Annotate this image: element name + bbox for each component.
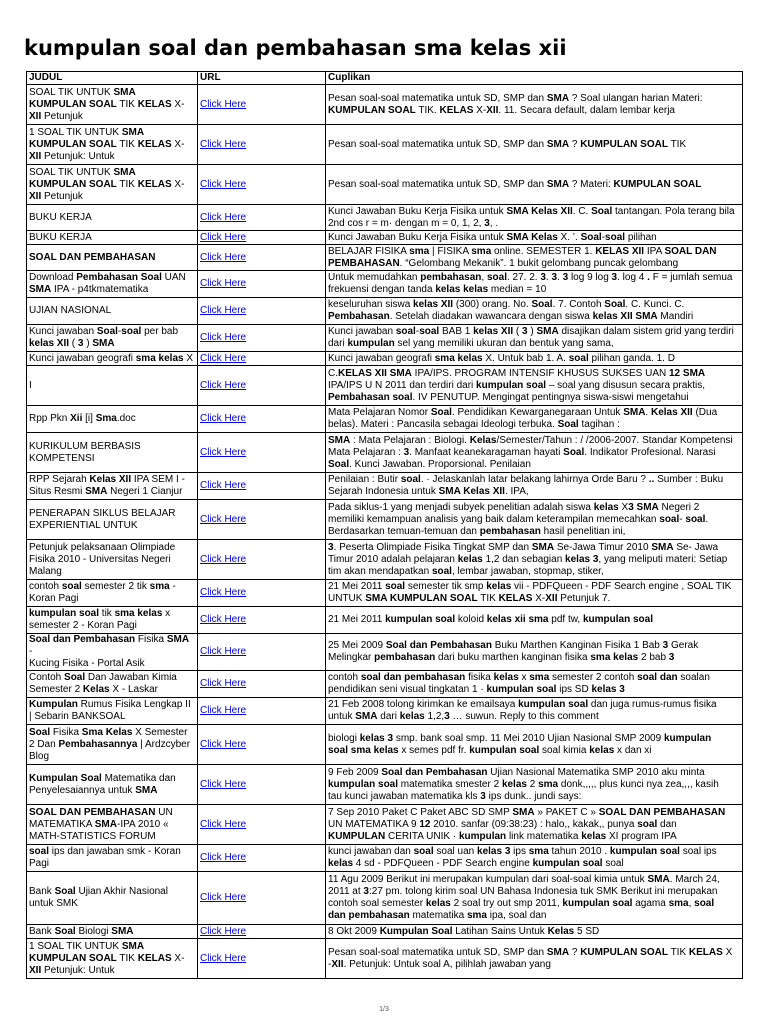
row-snippet: kunci jawaban dan soal soal uan kelas 3 ips sma tahun 2010 . kumpulan soal soal ips kelas 4 sd - PDFQueen - PDF Search engine kumpulan soal soal — [326, 845, 743, 872]
row-snippet: 21 Feb 2008 tolong kirimkan ke emailsaya kumpulan soal dan juga rumus-rumus fisika untuk SMA dari kelas 1,2,3 … suwun. Reply to this comment — [326, 698, 743, 725]
row-snippet: C.KELAS XII SMA IPA/IPS. PROGRAM INTENSIF KHUSUS SUKSES UAN 12 SMA IPA/IPS U N 2011 dan terdiri dari kumpulan soal – soal yang disusun secara praktis, Pembahasan soal. IV PENUTUP. Mengingat pentingnya siswa-siswi mengetahui — [326, 366, 743, 406]
row-url-cell — [198, 698, 326, 725]
row-title: Bank Soal Ujian Akhir Nasional untuk SMK — [27, 872, 198, 925]
table-row — [27, 366, 743, 406]
row-title: Kumpulan Rumus Fisika Lengkap II | Sebarin BANKSOAL — [27, 698, 198, 725]
click-here-link[interactable]: Click Here — [200, 818, 247, 830]
table-row — [27, 325, 743, 352]
row-snippet: 21 Mei 2011 soal semester tik smp kelas vii - PDFQueen - PDF Search engine , SOAL TIK UNTUK SMA KUMPULAN SOAL TIK KELAS X-XII Petunjuk 7. — [326, 580, 743, 607]
row-title: BUKU KERJA — [27, 231, 198, 245]
row-title: Kunci jawaban Soal-soal per bab kelas XII ( 3 ) SMA — [27, 325, 198, 352]
row-title: PENERAPAN SIKLUS BELAJAR EXPERIENTIAL UNTUK — [27, 500, 198, 540]
row-url-cell — [198, 540, 326, 580]
table-header-row — [27, 72, 743, 85]
row-url-cell — [198, 607, 326, 634]
column-header-judul: JUDUL — [27, 72, 198, 85]
click-here-link[interactable]: Click Here — [200, 587, 247, 598]
row-snippet: Kunci Jawaban Buku Kerja Fisika untuk SMA Kelas XII. C. Soal tantangan. Pola terang bila 2nd cos r = m· dengan m = 0, 1, 2, 3, . — [326, 205, 743, 231]
row-title: Soal dan Pembahasan Fisika SMA - Kucing Fisika - Portal Asik — [27, 634, 198, 671]
row-snippet: 21 Mei 2011 kumpulan soal koloid kelas xii sma pdf tw, kumpulan soal — [326, 607, 743, 634]
table-row — [27, 433, 743, 473]
row-title: 1 SOAL TIK UNTUK SMA KUMPULAN SOAL TIK KELAS X- XII Petunjuk: Untuk — [27, 125, 198, 165]
row-url-cell — [198, 205, 326, 231]
row-title: RPP Sejarah Kelas XII IPA SEM I - Situs Resmi SMA Negeri 1 Cianjur — [27, 473, 198, 500]
row-snippet: SMA : Mata Pelajaran : Biologi. Kelas/Semester/Tahun : / /2006-2007. Standar Kompetensi Mata Pelajaran : 3. Manfaat keanekaragaman hayati Soal. Indikator Profesional. Narasi Soal. Kunci Jawaban. Proporsional. Penilaian — [326, 433, 743, 473]
row-title: KURIKULUM BERBASIS KOMPETENSI — [27, 433, 198, 473]
page-title: kumpulan soal dan pembahasan sma kelas xii — [24, 36, 567, 60]
row-snippet: 9 Feb 2009 Soal dan Pembahasan Ujian Nasional Matematika SMP 2010 aku minta kumpulan soal matematika smester 2 kelas 2 sma donk,,,,, plus kunci nya zea,,,, kasih tau kunci jawaban matematika kls 3 ips dunk.. jundi says: — [326, 765, 743, 805]
click-here-link[interactable]: Click Here — [200, 678, 247, 689]
row-snippet: Pada siklus-1 yang menjadi subyek penelitian adalah siswa kelas X3 SMA Negeri 2 memiliki kemampuan analisis yang baik dalam keterampilan memecahkan soal- soal. Berdasarkan temuan-temuan dan pembahasan hasil penelitian ini, — [326, 500, 743, 540]
page-number: 1/3 — [379, 1006, 389, 1013]
row-snippet: 25 Mei 2009 Soal dan Pembahasan Buku Marthen Kanginan Fisika 1 Bab 3 Gerak Melingkar pembahasan dari buku marthen kanginan fisika sma kelas 2 bab 3 — [326, 634, 743, 671]
click-here-link[interactable]: Click Here — [200, 705, 247, 716]
click-here-link[interactable]: Click Here — [200, 513, 247, 525]
row-title: SOAL DAN PEMBAHASAN UN MATEMATIKA SMA-IPA 2010 « MATH-STATISTICS FORUM — [27, 805, 198, 845]
row-snippet: Kunci jawaban geografi sma kelas X. Untuk bab 1. A. soal pilihan ganda. 1. D — [326, 352, 743, 366]
table-row — [27, 698, 743, 725]
row-url-cell — [198, 580, 326, 607]
click-here-link[interactable]: Click Here — [200, 332, 247, 343]
row-snippet: Untuk memudahkan pembahasan, soal. 27. 2. 3. 3. 3 log 9 log 3. log 4 . F = jumlah semua frekuensi dengan tanda kelas kelas median = 10 — [326, 271, 743, 298]
table-row — [27, 872, 743, 925]
row-snippet: Kunci Jawaban Buku Kerja Fisika untuk SMA Kelas X. ’. Soal-soal pilihan — [326, 231, 743, 245]
row-snippet: Pesan soal-soal matematika untuk SD, SMP dan SMA ? Soal ulangan harian Materi: KUMPULAN SOAL TIK. KELAS X-XII. 11. Secara default, dalam lembar kerja — [326, 85, 743, 125]
row-snippet: Mata Pelajaran Nomor Soal. Pendidikan Kewarganegaraan Untuk SMA. Kelas XII (Dua belas). Materi : Pancasila sebagai Ideologi terbuka. Soal tagihan : — [326, 406, 743, 433]
row-url-cell — [198, 245, 326, 271]
click-here-link[interactable]: Click Here — [200, 278, 247, 289]
click-here-link[interactable]: Click Here — [200, 413, 247, 424]
row-snippet: Pesan soal-soal matematika untuk SD, SMP dan SMA ? KUMPULAN SOAL TIK — [326, 125, 743, 165]
row-title: Download Pembahasan Soal UAN SMA IPA - p4tkmatematika — [27, 271, 198, 298]
row-url-cell — [198, 165, 326, 205]
row-url-cell — [198, 671, 326, 698]
click-here-link[interactable]: Click Here — [200, 480, 247, 491]
row-title: Kumpulan Soal Matematika dan Penyelesaiannya untuk SMA — [27, 765, 198, 805]
click-here-link[interactable]: Click Here — [200, 614, 247, 625]
click-here-link[interactable]: Click Here — [200, 892, 247, 903]
row-url-cell — [198, 325, 326, 352]
row-url-cell — [198, 298, 326, 325]
click-here-link[interactable]: Click Here — [200, 379, 247, 391]
row-url-cell — [198, 125, 326, 165]
table-row — [27, 725, 743, 765]
table-row — [27, 805, 743, 845]
table-row — [27, 352, 743, 366]
table-row — [27, 939, 743, 979]
table-row — [27, 634, 743, 671]
click-here-link[interactable]: Click Here — [200, 178, 247, 190]
row-url-cell — [198, 725, 326, 765]
row-url-cell — [198, 366, 326, 406]
table-row — [27, 925, 743, 939]
row-snippet: Kunci jawaban soal-soal BAB 1 kelas XII ( 3 ) SMA disajikan dalam sistem grid yang terdiri dari kumpulan sel yang memiliki ukuran dan bentuk yang sama, — [326, 325, 743, 352]
row-url-cell — [198, 939, 326, 979]
row-title: SOAL TIK UNTUK SMA KUMPULAN SOAL TIK KELAS X- XII Petunjuk — [27, 165, 198, 205]
row-snippet: BELAJAR FISIKA sma | FISIKA sma online. SEMESTER 1. KELAS XII IPA SOAL DAN PEMBAHASAN. “Gelombang Mekanik”. 1 bukit gelombang puncak gelombang — [326, 245, 743, 271]
table-row — [27, 245, 743, 271]
row-title: Kunci jawaban geografi sma kelas X — [27, 352, 198, 366]
table-row — [27, 540, 743, 580]
row-snippet: Pesan soal-soal matematika untuk SD, SMP dan SMA ? KUMPULAN SOAL TIK KELAS X -XII. Petunjuk: Untuk soal A, pilihlah jawaban yang — [326, 939, 743, 979]
row-snippet: Penilaian : Butir soal. · Jelaskanlah latar belakang lahirnya Orde Baru ? .. Sumber : Buku Sejarah Indonesia untuk SMA Kelas XII. IPA, — [326, 473, 743, 500]
table-row — [27, 607, 743, 634]
row-url-cell — [198, 805, 326, 845]
row-url-cell — [198, 872, 326, 925]
row-snippet: biologi kelas 3 smp. bank soal smp. 11 Mei 2010 Ujian Nasional SMP 2009 kumpulan soal sma kelas x semes pdf fr. kumpulan soal soal kimia kelas x dan xi — [326, 725, 743, 765]
row-title: Soal Fisika Sma Kelas X Semester 2 Dan Pembahasannya | Ardzcyber Blog — [27, 725, 198, 765]
row-url-cell — [198, 500, 326, 540]
column-header-url: URL — [198, 72, 326, 85]
click-here-link[interactable]: Click Here — [200, 738, 247, 750]
table-row — [27, 406, 743, 433]
table-row — [27, 231, 743, 245]
row-title: Petunjuk pelaksanaan Olimpiade Fisika 2010 - Universitas Negeri Malang — [27, 540, 198, 580]
row-snippet: contoh soal dan pembahasan fisika kelas x sma semester 2 contoh soal dan soalan pendidikan seni visual tingkatan 1 · kumpulan soal ips SD kelas 3 — [326, 671, 743, 698]
table-row — [27, 125, 743, 165]
row-snippet: 11 Agu 2009 Berikut ini merupakan kumpulan dari soal-soal kimia untuk SMA. March 24, 2011 at 3:27 pm. tolong kirim soal UN Bahasa Indonesia tuk SMK Berikut ini merupakan contoh soal semester kelas 2 soal try out smp 2011, kumpulan soal agama sma, soal dan pembahasan matematika sma ipa, soal dan — [326, 872, 743, 925]
row-title: Bank Soal Biologi SMA — [27, 925, 198, 939]
table-row — [27, 473, 743, 500]
row-snippet: 3. Peserta Olimpiade Fisika Tingkat SMP dan SMA Se-Jawa Timur 2010 SMA Se- Jawa Timur 2010 adalah pelajaran kelas 1,2 dan sebagian kelas 3, yang meliputi materi: Setiap tim akan mendapatkan soal, lembar jawaban, stopmap, stiker, — [326, 540, 743, 580]
table-row — [27, 85, 743, 125]
table-row — [27, 845, 743, 872]
click-here-link[interactable]: Click Here — [200, 251, 247, 263]
click-here-link[interactable]: Click Here — [200, 778, 247, 790]
click-here-link[interactable]: Click Here — [200, 446, 247, 458]
row-url-cell — [198, 352, 326, 366]
table-row — [27, 671, 743, 698]
row-url-cell — [198, 271, 326, 298]
click-here-link[interactable]: Click Here — [200, 305, 247, 316]
row-title: UJIAN NASIONAL — [27, 298, 198, 325]
table-row — [27, 165, 743, 205]
click-here-link[interactable]: Click Here — [200, 925, 247, 937]
row-url-cell — [198, 473, 326, 500]
row-url-cell — [198, 845, 326, 872]
row-title: soal ips dan jawaban smk - Koran Pagi — [27, 845, 198, 872]
click-here-link[interactable]: Click Here — [200, 98, 247, 110]
row-title: I — [27, 366, 198, 406]
row-snippet: 8 Okt 2009 Kumpulan Soal Latihan Sains Untuk Kelas 5 SD — [326, 925, 743, 939]
table-row — [27, 205, 743, 231]
row-title: kumpulan soal tik sma kelas x semester 2 - Koran Pagi — [27, 607, 198, 634]
row-snippet: 7 Sep 2010 Paket C Paket ABC SD SMP SMA » PAKET C » SOAL DAN PEMBAHASAN UN MATEMATIKA 9 12 2010. sanfar (09:38:23) : halo,, kakak,, punya soal dan KUMPULAN CERITA UNIK · kumpulan link matematika kelas XI program IPA — [326, 805, 743, 845]
row-snippet: keseluruhan siswa kelas XII (300) orang. No. Soal. 7. Contoh Soal. C. Kunci. C. Pembahasan. Setelah diadakan wawancara dengan siswa kelas XII SMA Mandiri — [326, 298, 743, 325]
click-here-link[interactable]: Click Here — [200, 553, 247, 565]
column-header-cuplikan: Cuplikan — [326, 72, 743, 85]
row-title: Contoh Soal Dan Jawaban Kimia Semester 2 Kelas X - Laskar — [27, 671, 198, 698]
row-title: SOAL DAN PEMBAHASAN — [27, 245, 198, 271]
table-body — [27, 85, 743, 979]
row-url-cell — [198, 765, 326, 805]
row-url-cell — [198, 85, 326, 125]
click-here-link[interactable]: Click Here — [200, 646, 247, 657]
row-url-cell — [198, 406, 326, 433]
table-row — [27, 580, 743, 607]
row-title: contoh soal semester 2 tik sma - Koran Pagi — [27, 580, 198, 607]
row-url-cell — [198, 231, 326, 245]
click-here-link[interactable]: Click Here — [200, 231, 247, 243]
row-snippet: Pesan soal-soal matematika untuk SD, SMP dan SMA ? Materi: KUMPULAN SOAL — [326, 165, 743, 205]
results-table — [26, 71, 743, 979]
row-url-cell — [198, 433, 326, 473]
row-url-cell — [198, 634, 326, 671]
table-row — [27, 298, 743, 325]
click-here-link[interactable]: Click Here — [200, 138, 247, 150]
row-url-cell — [198, 925, 326, 939]
click-here-link[interactable]: Click Here — [200, 952, 247, 964]
row-title: SOAL TIK UNTUK SMA KUMPULAN SOAL TIK KELAS X- XII Petunjuk — [27, 85, 198, 125]
table-row — [27, 765, 743, 805]
table-row — [27, 271, 743, 298]
row-title: BUKU KERJA — [27, 205, 198, 231]
table-row — [27, 500, 743, 540]
click-here-link[interactable]: Click Here — [200, 852, 247, 863]
row-title: 1 SOAL TIK UNTUK SMA KUMPULAN SOAL TIK KELAS X- XII Petunjuk: Untuk — [27, 939, 198, 979]
row-title: Rpp Pkn Xii [i] Sma.doc — [27, 406, 198, 433]
click-here-link[interactable]: Click Here — [200, 352, 247, 364]
click-here-link[interactable]: Click Here — [200, 211, 247, 223]
